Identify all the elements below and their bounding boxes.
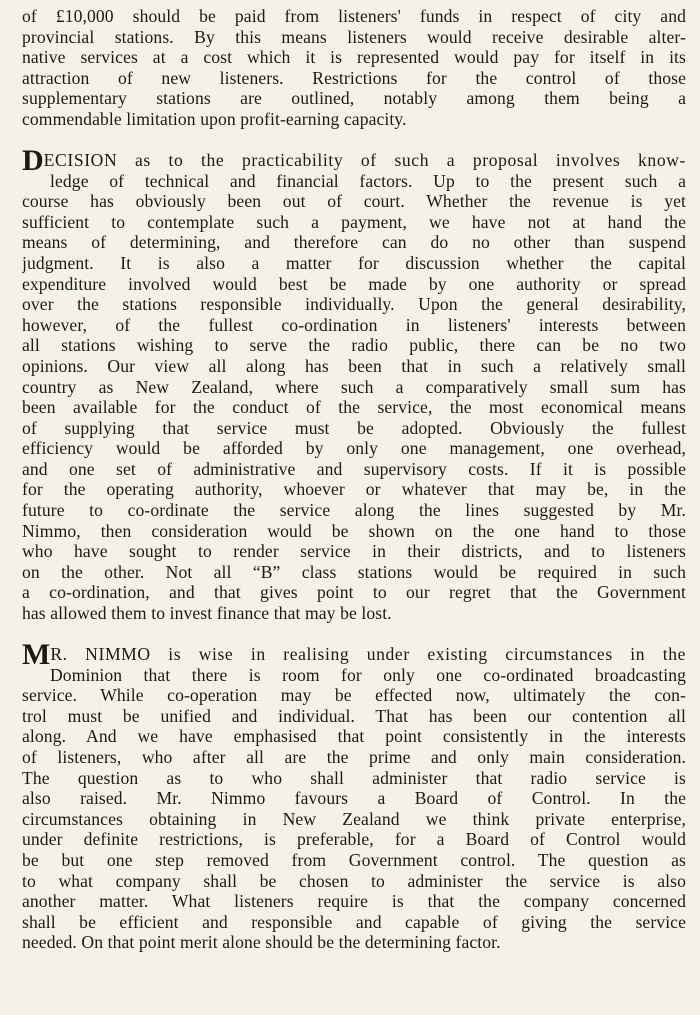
text-line: ledge of technical and financial factors. Up to the present such a bbox=[50, 170, 686, 191]
text-line: all stations wishing to serve the radio public, there can be no two bbox=[22, 335, 686, 356]
drop-cap: D bbox=[22, 149, 44, 171]
text-line: and one set of administrative and supervisory costs. If it is possible bbox=[22, 458, 686, 479]
text-line: attraction of new listeners. Restrictions for the control of those bbox=[22, 67, 686, 88]
text-line: means of determining, and therefore can do no other than suspend bbox=[22, 232, 686, 253]
text-line: commendable limitation upon profit-earning capacity. bbox=[22, 108, 407, 129]
text-line: another matter. What listeners require is that the company concerned bbox=[22, 891, 686, 912]
text-line: supplementary stations are outlined, notably among them being a bbox=[22, 88, 686, 109]
text-line: sufficient to contemplate such a payment, we have not at hand the bbox=[22, 211, 686, 232]
text-line: also raised. Mr. Nimmo favours a Board of Control. In the bbox=[22, 788, 686, 809]
text-line: of supplying that service must be adopted. Obviously the fullest bbox=[22, 417, 686, 438]
drop-cap: M bbox=[22, 643, 51, 665]
text-line: course has obviously been out of court. Whether the revenue is yet bbox=[22, 191, 686, 212]
paragraph-decision bbox=[22, 150, 686, 624]
text-line: of listeners, who after all are the prime and only main consideration. bbox=[22, 747, 686, 767]
text-line: efficiency would be afforded by only one management, one overhead, bbox=[22, 438, 686, 459]
text-line: country as New Zealand, where such a comparatively small sum has bbox=[22, 376, 686, 397]
first-line-rest: ECISION as to the practicability of such a proposal involves know- bbox=[43, 149, 686, 170]
paragraph-nimmo bbox=[22, 644, 686, 953]
text-line: service. While co-operation may be effected now, ultimately the con- bbox=[22, 685, 686, 706]
text-line-first bbox=[22, 644, 686, 665]
text-line: provincial stations. By this means listeners would receive desirable alter- bbox=[22, 26, 686, 47]
text-line: a co-ordination, and that gives point to our regret that the Government bbox=[22, 582, 686, 603]
paragraph-funds bbox=[22, 6, 686, 130]
text-line: has allowed them to invest finance that may be lost. bbox=[22, 603, 392, 624]
text-line: under definite restrictions, is preferable, for a Board of Control would bbox=[22, 829, 686, 850]
first-line-rest: R. NIMMO is wise in realising under existing circumstances in the bbox=[50, 643, 686, 664]
text-line: Nimmo, then consideration would be shown on the one hand to those bbox=[22, 520, 686, 541]
text-line: judgment. It is also a matter for discussion whether the capital bbox=[22, 252, 686, 273]
text-line: opinions. Our view all along has been that in such a relatively small bbox=[22, 355, 686, 376]
text-line: been available for the conduct of the service, the most economical means bbox=[22, 397, 686, 418]
text-line: The question as to who shall administer that radio service is bbox=[22, 767, 686, 788]
text-line: shall be efficient and responsible and capable of giving the service bbox=[22, 911, 686, 932]
text-line: future to co-ordinate the service along the lines suggested by Mr. bbox=[22, 500, 686, 521]
text-line: along. And we have emphasised that point consistently in the interests bbox=[22, 726, 686, 747]
text-line: for the operating authority, whoever or whatever that may be, in the bbox=[22, 479, 686, 500]
text-line: be but one step removed from Government control. The question as bbox=[22, 849, 686, 870]
text-line-first bbox=[22, 150, 686, 171]
text-line: native services at a cost which it is represented would pay for itself in its bbox=[22, 47, 686, 68]
text-line: to what company shall be chosen to administer the service is also bbox=[22, 870, 686, 891]
text-line: however, of the fullest co-ordination in listeners' interests between bbox=[22, 314, 686, 335]
text-line: circumstances obtaining in New Zealand we think private enterprise, bbox=[22, 808, 686, 829]
text-line: Dominion that there is room for only one co-ordinated broadcasting bbox=[50, 664, 686, 685]
text-line: over the stations responsible individually. Upon the general desirability, bbox=[22, 294, 686, 315]
text-line: of £10,000 should be paid from listeners' funds in respect of city and bbox=[22, 6, 686, 26]
text-line: on the other. Not all “B” class stations would be required in such bbox=[22, 561, 686, 582]
text-line: trol must be unified and individual. That has been our contention all bbox=[22, 705, 686, 726]
text-line: who have sought to render service in their districts, and to listeners bbox=[22, 541, 686, 562]
text-line: expenditure involved would best be made by one authority or spread bbox=[22, 273, 686, 294]
text-line: needed. On that point merit alone should be the determining factor. bbox=[22, 932, 501, 953]
